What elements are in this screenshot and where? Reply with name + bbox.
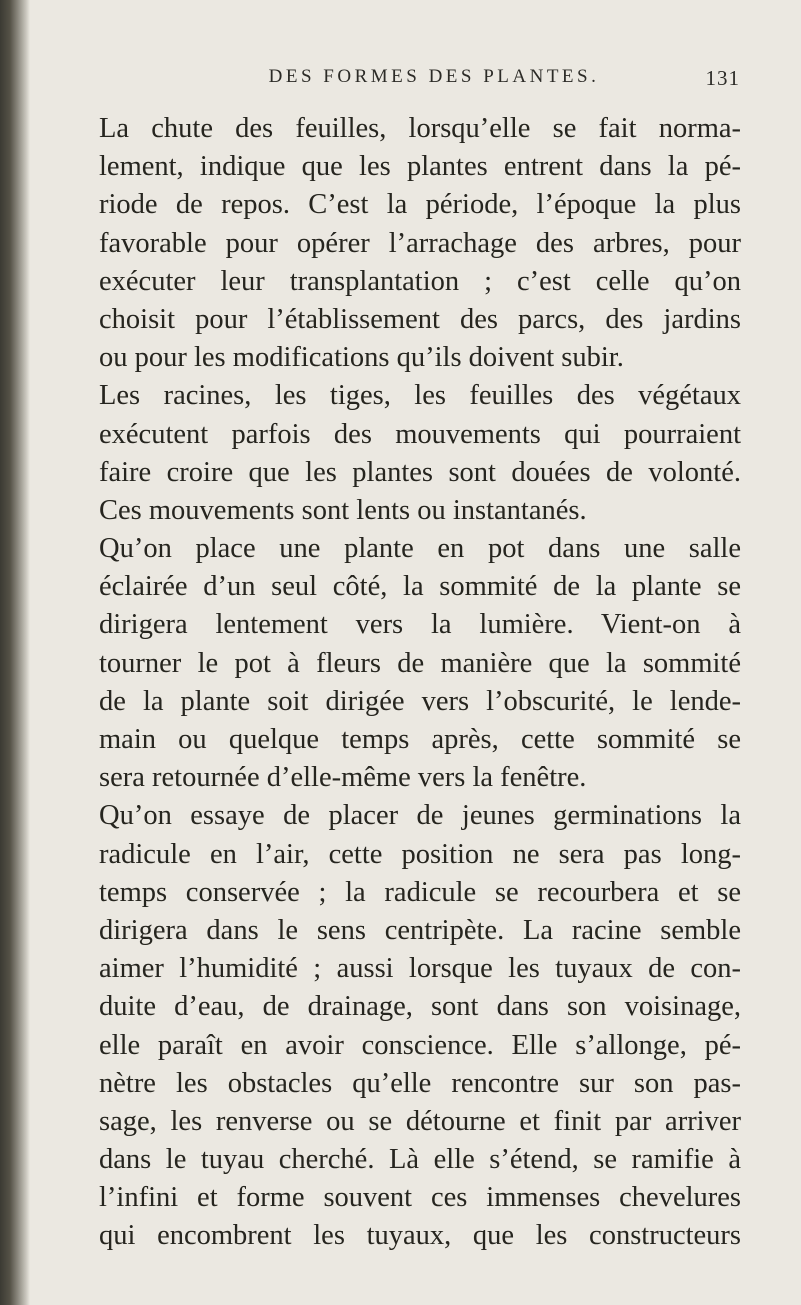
text-line: exécuter leur transplantation ; c’est celle qu’on	[99, 265, 741, 297]
text-line: Les racines, les tiges, les feuilles des végétaux	[99, 380, 741, 412]
text-line: lement, indique que les plantes entrent dans la pé-	[99, 151, 741, 183]
text-line: main ou quelque temps après, cette sommité se	[99, 724, 741, 755]
text-line: elle paraît en avoir conscience. Elle s’allonge, pé-	[99, 1029, 741, 1061]
text-line: éclairée d’un seul côté, la sommité de la plante se	[99, 571, 741, 603]
text-line: nètre les obstacles qu’elle rencontre sur son pas-	[99, 1067, 741, 1099]
text-line: duite d’eau, de drainage, sont dans son voisinage,	[99, 991, 741, 1023]
running-title: DES FORMES DES PLANTES.	[268, 66, 600, 87]
text-line: choisit pour l’établissement des parcs, des jardins	[99, 303, 741, 335]
text-line: sage, les renverse ou se détourne et finit par arriver	[99, 1105, 741, 1137]
text-line: faire croire que les plantes sont douées de volonté.	[99, 456, 741, 488]
text-line: riode de repos. C’est la période, l’époque la plus	[99, 189, 741, 221]
page-header	[100, 66, 740, 106]
text-line: dirigera dans le sens centripète. La racine semble	[99, 914, 741, 946]
text-line: dirigera lentement vers la lumière. Vient-on à	[99, 609, 741, 641]
text-line: aimer l’humidité ; aussi lorsque les tuyaux de con-	[99, 953, 741, 985]
text-line: tourner le pot à fleurs de manière que la sommité	[99, 647, 741, 679]
page-number: 131	[705, 66, 740, 90]
text-line: La chute des feuilles, lorsqu’elle se fait norma-	[99, 113, 741, 144]
text-line: Qu’on place une plante en pot dans une salle	[99, 533, 741, 565]
text-line: sera retournée d’elle-même vers la fenêtre.	[99, 762, 587, 794]
text-line: exécutent parfois des mouvements qui pourraient	[99, 418, 741, 450]
text-line: Qu’on essaye de placer de jeunes germinations la	[99, 800, 741, 832]
binding-gutter	[0, 0, 30, 1305]
text-line: Ces mouvements sont lents ou instantanés.	[99, 494, 587, 526]
text-line: qui encombrent les tuyaux, que les constructeurs	[99, 1220, 741, 1252]
text-line: l’infini et forme souvent ces immenses chevelures	[99, 1182, 741, 1214]
body-text	[99, 110, 741, 1256]
text-line: favorable pour opérer l’arrachage des arbres, pour	[99, 227, 741, 259]
text-line: de la plante soit dirigée vers l’obscurité, le lende-	[99, 685, 741, 717]
text-line: temps conservée ; la radicule se recourbera et se	[99, 876, 741, 908]
text-line: radicule en l’air, cette position ne sera pas long-	[99, 838, 741, 870]
text-line: ou pour les modifications qu’ils doivent subir.	[99, 342, 624, 374]
text-line: dans le tuyau cherché. Là elle s’étend, se ramifie à	[99, 1144, 741, 1176]
